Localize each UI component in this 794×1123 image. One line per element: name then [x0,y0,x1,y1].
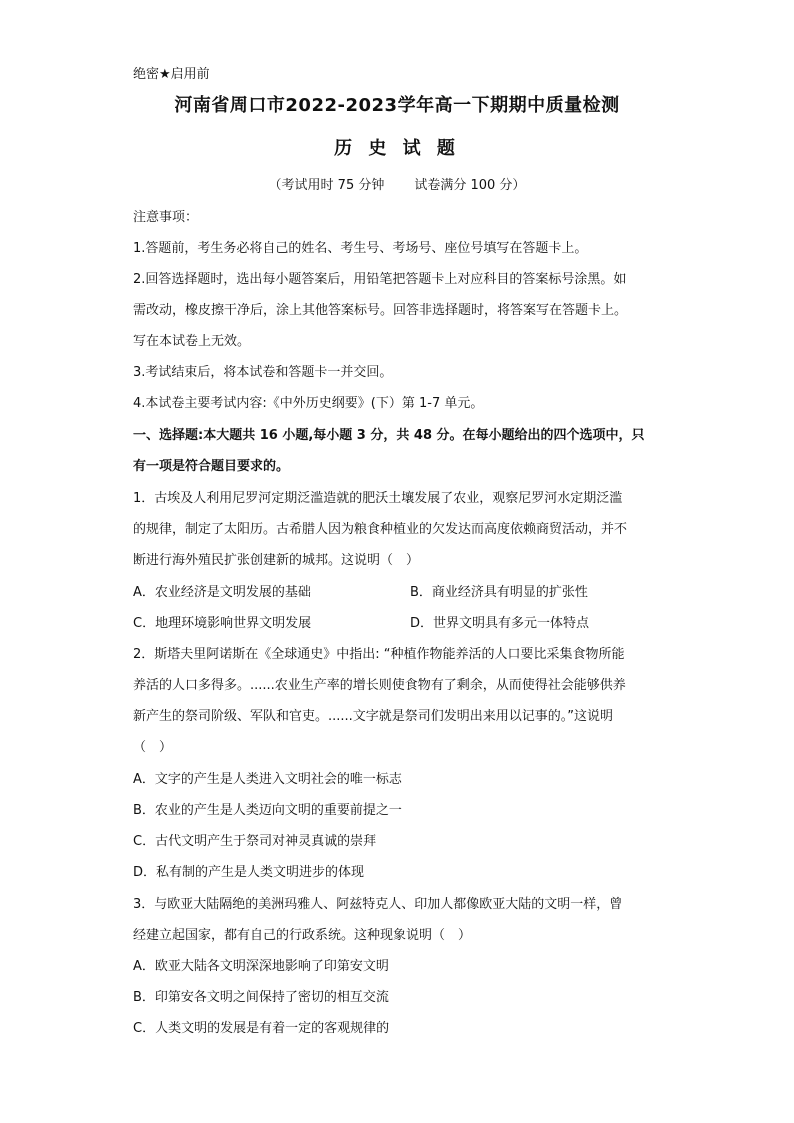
q2-option-a: A．文字的产生是人类进入文明社会的唯一标志 [133,772,402,787]
q3-option-b: B．印第安各文明之间保持了密切的相互交流 [133,990,389,1005]
q2-stem-line-4: （ ） [133,740,173,755]
q1-option-b: B．商业经济具有明显的扩张性 [410,585,588,600]
q2-option-b: B．农业的产生是人类迈向文明的重要前提之一 [133,803,402,818]
q2-option-d: D．私有制的产生是人类文明进步的体现 [133,865,365,880]
section-heading-line-2: 有一项是符合题目要求的。 [133,459,290,474]
note-4: 4.本试卷主要考试内容:《中外历史纲要》(下）第 1-7 单元。 [133,396,484,411]
q2-stem-line-2: 养活的人口多得多。......农业生产率的增长则使食物有了剩余，从而使得社会能够供养 [133,678,626,693]
q3-stem-line-1: 3．与欧亚大陆隔绝的美洲玛雅人、阿兹特克人、印加人都像欧亚大陆的文明一样，曾 [133,897,623,912]
q1-option-c: C．地理环境影响世界文明发展 [133,616,312,631]
q2-stem-line-3: 新产生的祭司阶级、军队和官吏。......文字就是祭司们发明出来用以记事的。”这说明 [133,709,614,724]
note-1: 1.答题前，考生务必将自己的姓名、考生号、考场号、座位号填写在答题卡上。 [133,241,588,256]
q3-option-a: A．欧亚大陆各文明深深地影响了印第安文明 [133,959,389,974]
q2-stem-line-1: 2．斯塔夫里阿诺斯在《全球通史》中指出: “种植作物能养活的人口要比采集食物所能 [133,647,625,662]
note-2-line-2: 需改动，橡皮擦干净后，涂上其他答案标号。回答非选择题时，将答案写在答题卡上。 [133,303,628,318]
q1-option-d: D．世界文明具有多元一体特点 [410,616,590,631]
exam-title: 河南省周口市2022-2023学年高一下期期中质量检测 [174,95,620,116]
exam-score: 试卷满分 100 分） [414,178,526,193]
note-2-line-3: 写在本试卷上无效。 [133,334,251,349]
exam-info [0,177,794,195]
exam-time: （考试用时 75 分钟 [268,178,385,193]
secret-label: 绝密★启用前 [133,67,210,82]
note-3: 3.考试结束后，将本试卷和答题卡一并交回。 [133,365,393,380]
section-heading-line-1: 一、选择题:本大题共 16 小题,每小题 3 分，共 48 分。在每小题给出的四个选项中，只 [133,428,645,443]
note-2-line-1: 2.回答选择题时，选出每小题答案后，用铅笔把答题卡上对应科目的答案标号涂黑。如 [133,272,627,287]
q1-stem-line-2: 的规律，制定了太阳历。古希腊人因为粮食种植业的欠发达而高度依赖商贸活动，并不 [133,522,628,537]
q1-stem-line-3: 断进行海外殖民扩张创建新的城邦。这说明（ ） [133,553,420,568]
q2-option-c: C．古代文明产生于祭司对神灵真诚的崇拜 [133,834,377,849]
q1-option-a: A．农业经济是文明发展的基础 [133,585,311,600]
q1-stem-line-1: 1．古埃及人利用尼罗河定期泛滥造就的肥沃土壤发展了农业，观察尼罗河水定期泛滥 [133,491,623,506]
q3-stem-line-2: 经建立起国家，都有自己的行政系统。这种现象说明（ ） [133,928,472,943]
q3-option-c: C．人类文明的发展是有着一定的客观规律的 [133,1021,390,1036]
exam-subtitle: 历 史 试 题 [334,138,460,159]
notes-heading: 注意事项： [133,210,199,225]
